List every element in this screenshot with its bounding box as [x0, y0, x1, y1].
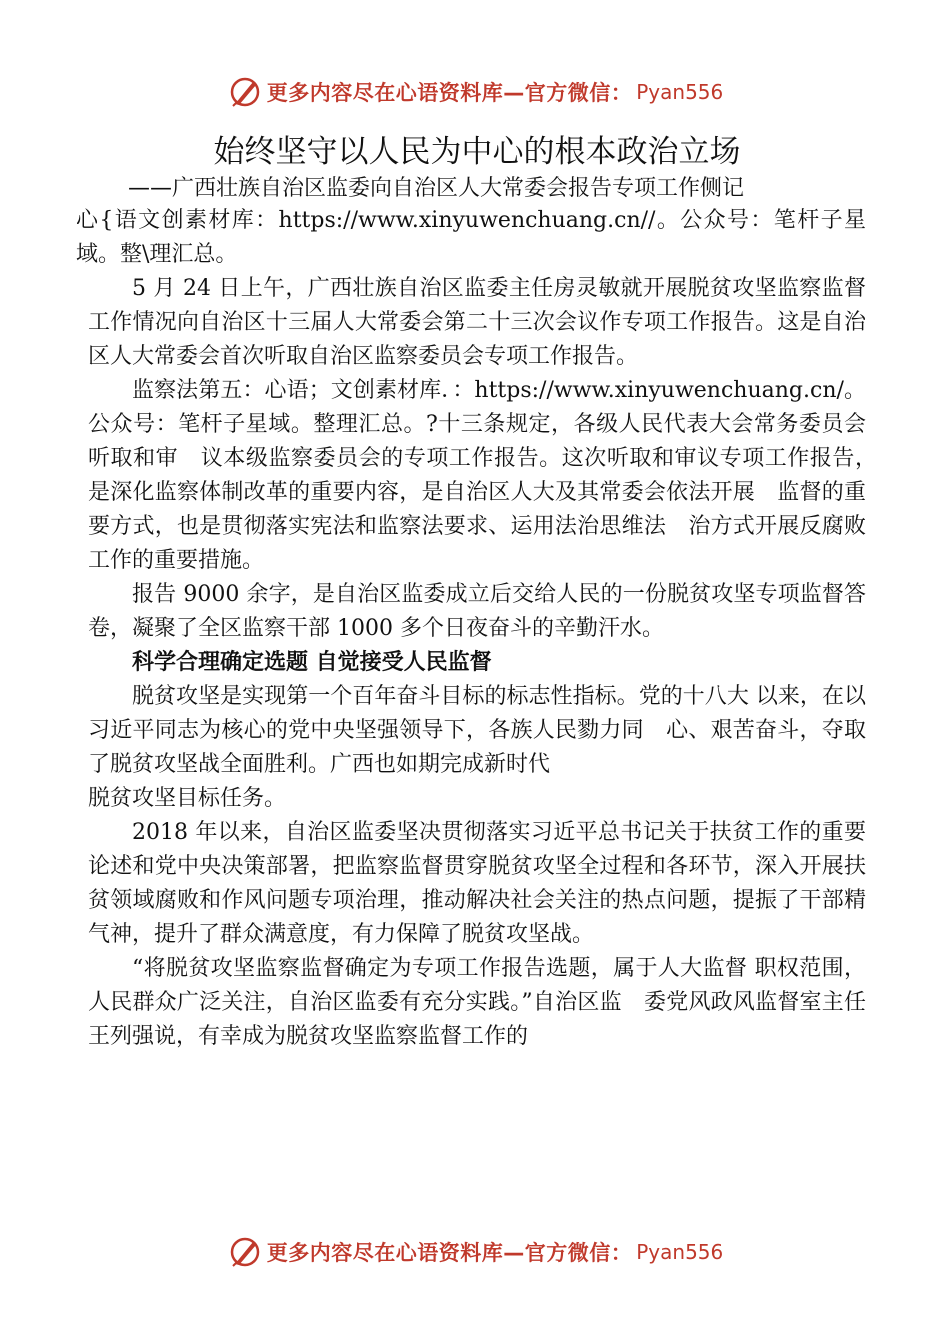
paragraph-1: 5 月 24 日上午，广西壮族自治区监委主任房灵敏就开展脱贫攻坚监察监督工作情况向自治区十三届人大常委会第二十三次会议作专项工作报告。这是自治区人大常委会首次听取自治区监察委员会专项工作报告。: [88, 276, 866, 369]
page-subtitle: ——广西壮族自治区监委向自治区人大常委会报告专项工作侧记: [128, 176, 745, 201]
section-paragraph-3: “将脱贫攻坚监察监督确定为专项工作报告选题，属于人大监督 职权范围，人民群众广泛关注，自治区监委有充分实践。”自治区监 委党风政风监督室主任王列强说，有幸成为脱贫攻坚监察监督工作的: [88, 956, 866, 1049]
quill-pen-icon: [227, 74, 263, 110]
quill-pen-icon: [227, 1234, 263, 1270]
page-title: 始终坚守以人民为中心的根本政治立场: [213, 134, 741, 170]
section-paragraph-2: 2018 年以来，自治区监委坚决贯彻落实习近平总书记关于扶贫工作的重要论述和党中央决策部署，把监察监督贯穿脱贫攻坚全过程和各环节，深入开展扶贫领域腐败和作风问题专项治理，推动解决社会关注的热点问题，提振了干部精气神，提升了群众满意度，有力保障了脱贫攻坚战。: [88, 820, 866, 947]
section-paragraph-1: 脱贫攻坚是实现第一个百年奋斗目标的标志性指标。党的十八大 以来，在以习近平同志为核心的党中央坚强领导下，各族人民勠力同 心、艰苦奋斗，夺取了脱贫攻坚战全面胜利。广西也如期完成新时代: [88, 684, 866, 777]
section-paragraph-1-tail: 脱贫攻坚目标任务。: [88, 786, 287, 811]
banner-text: 更多内容尽在心语资料库—官方微信：: [266, 1241, 633, 1265]
source-note: 心{语文创素材库：https://www.xinyuwenchuang.cn//。公众号：笔杆子星域。整\理汇总。: [76, 208, 866, 267]
footer-banner: [0, 1232, 950, 1272]
section-heading: 科学合理确定选题 自觉接受人民监督: [132, 650, 492, 675]
paragraph-3: 报告 9000 余字，是自治区监委成立后交给人民的一份脱贫攻坚专项监督答卷，凝聚了全区监察干部 1000 多个日夜奋斗的辛勤汗水。: [88, 582, 866, 641]
paragraph-2: 监察法第五：心语；文创素材库．：https://www.xinyuwenchuang.cn/。公众号：笔杆子星域。整理汇总。?十三条规定，各级人民代表大会常务委员会听取和审 议本级监察委员会的专项工作报告。这次听取和审议专项工作报告， 是深化监察体制改革的重要内容，是自治区人大及其常委会依法开展 监督的重要方式，也是贯彻落实宪法和监察法要求、运用法治思维法 治方式开展反腐败工作的重要措施。: [88, 378, 889, 573]
header-banner: [0, 72, 950, 112]
banner-wechat-id: Pyan556: [636, 1240, 724, 1264]
banner-wechat-id: Pyan556: [636, 80, 724, 104]
banner-text: 更多内容尽在心语资料库—官方微信：: [266, 81, 633, 105]
document-body: [76, 130, 889, 1054]
